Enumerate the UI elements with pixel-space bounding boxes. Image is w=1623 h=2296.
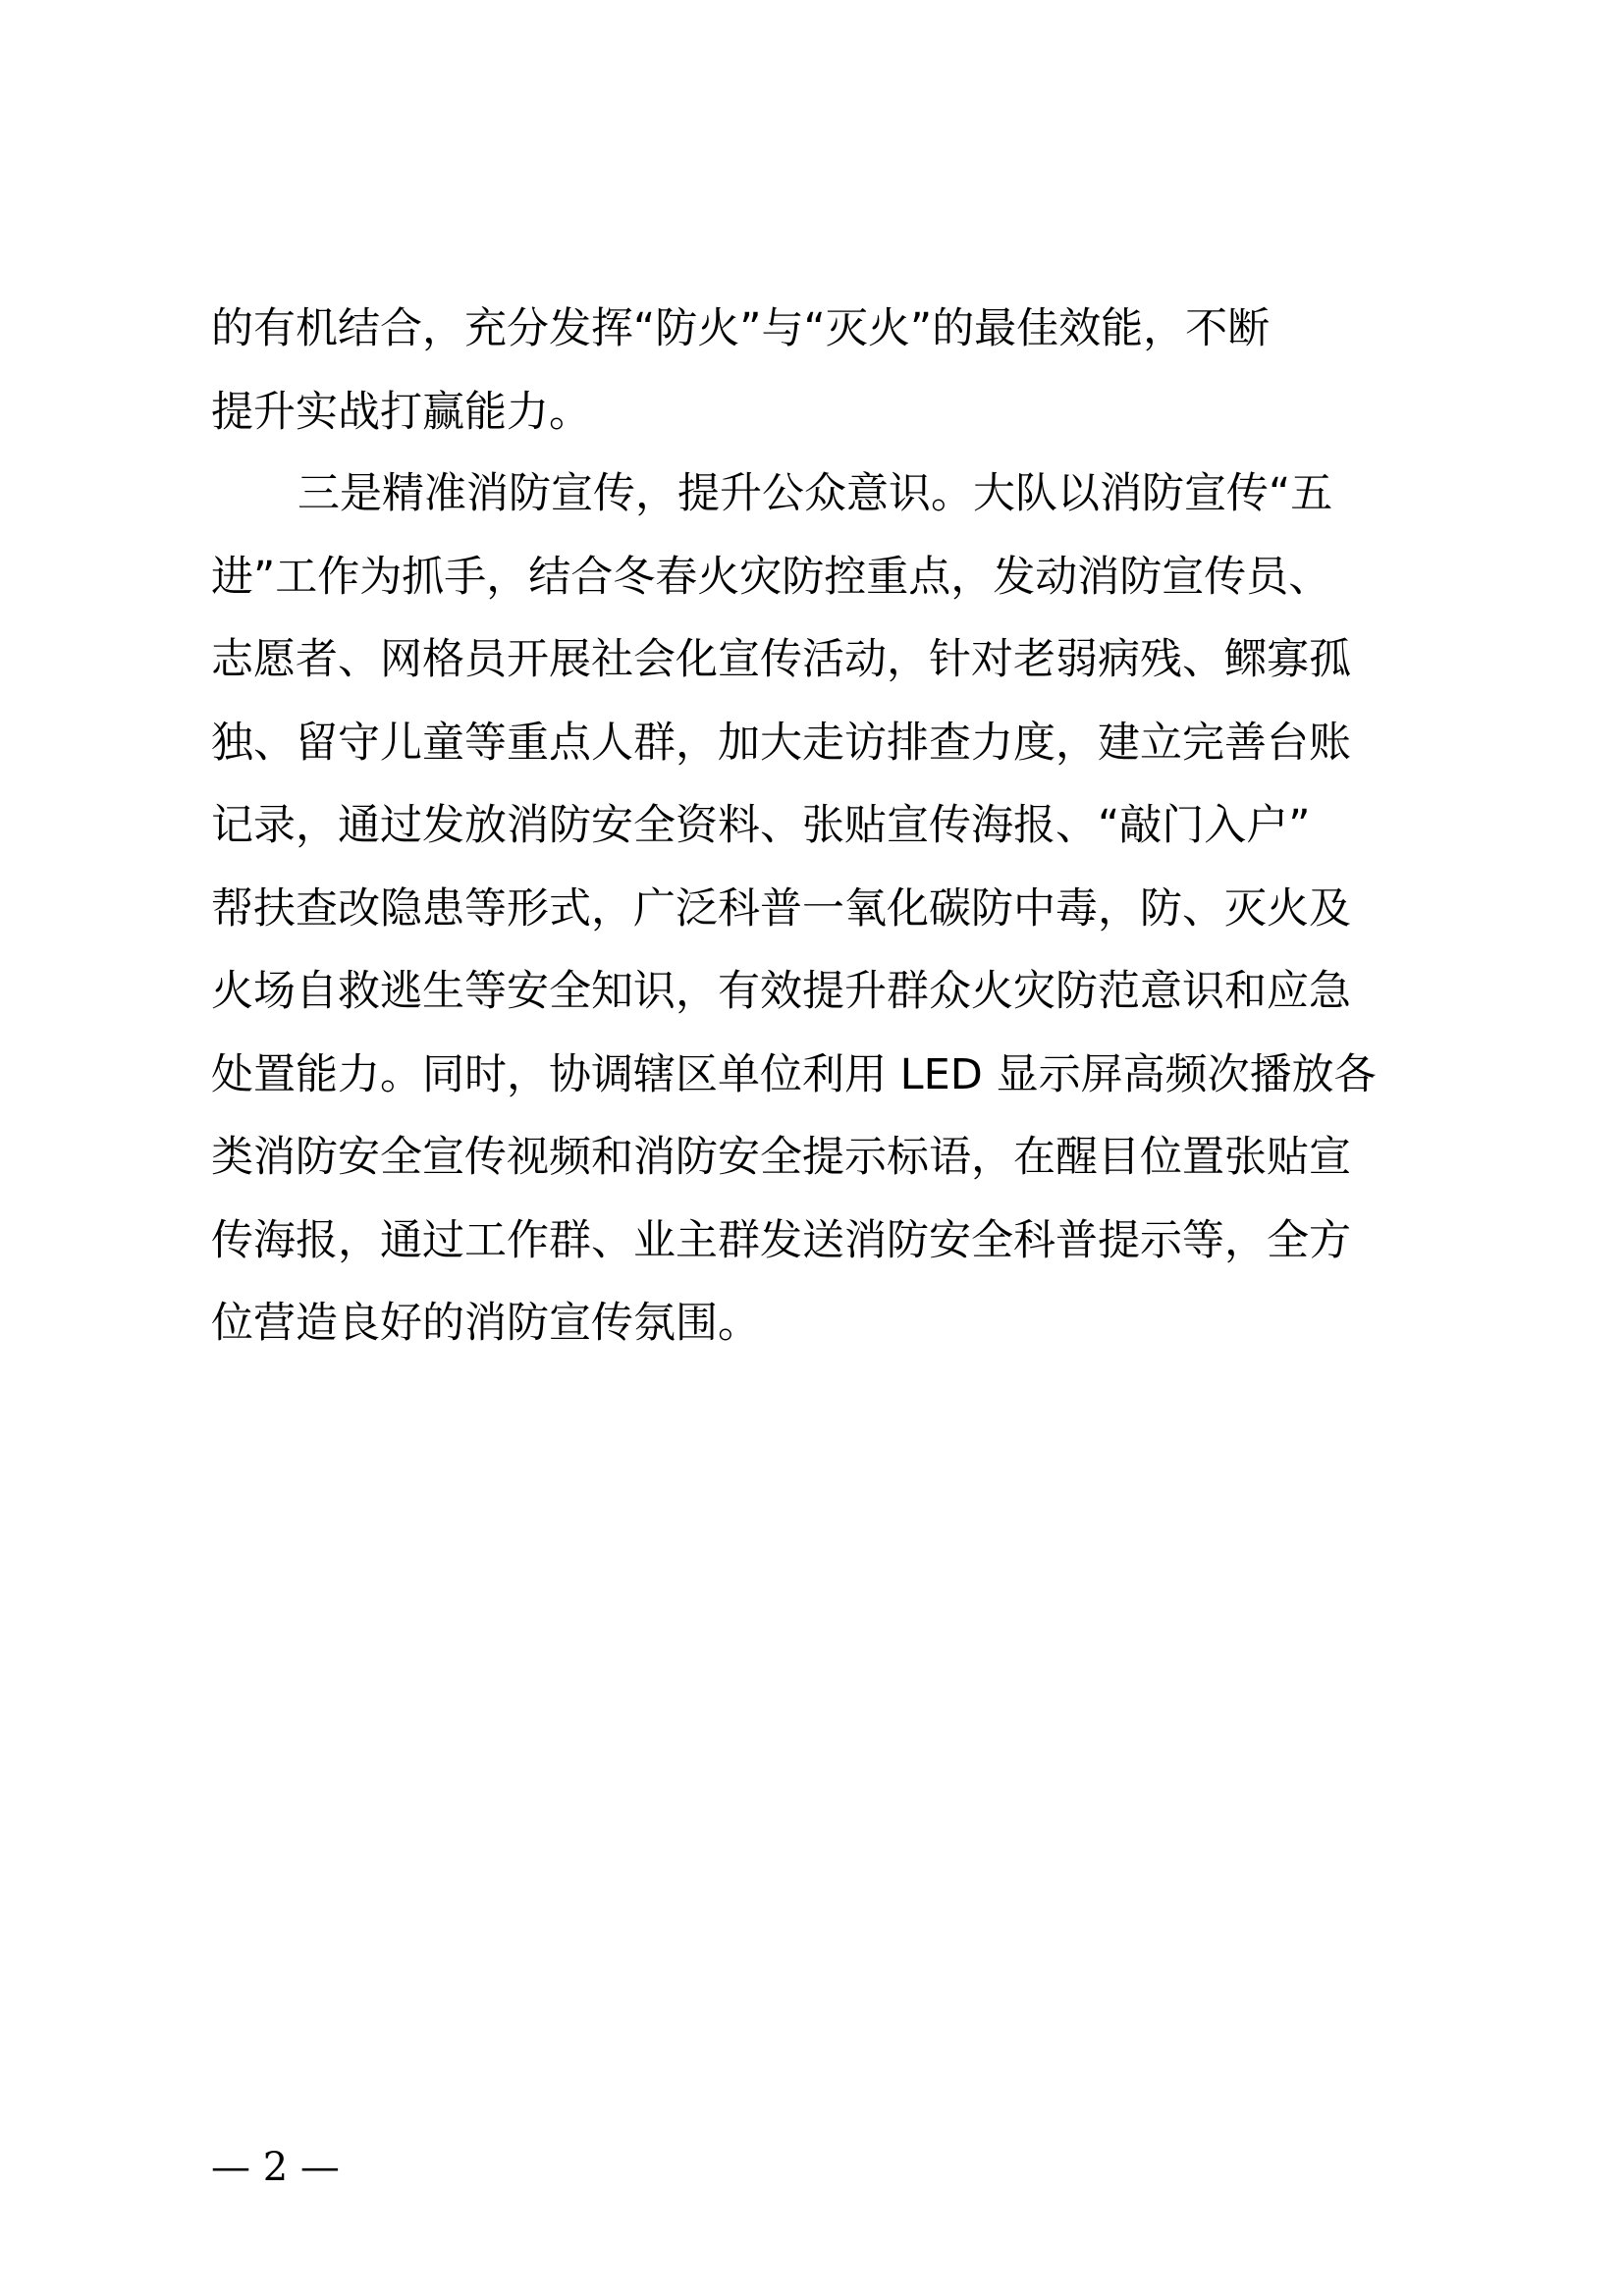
text-line: 提升实战打赢能力。 <box>211 388 591 437</box>
text-line: 志愿者、网格员开展社会化宣传活动，针对老弱病残、鳏寡孤 <box>211 635 1351 684</box>
text-line: 处置能力。同时，协调辖区单位利用 LED 显示屏高频次播放各 <box>211 1050 1377 1099</box>
text-line: 传海报，通过工作群、业主群发送消防安全科普提示等，全方 <box>211 1216 1351 1265</box>
text-line: 的有机结合，充分发挥“防火”与“灭火”的最佳效能，不断 <box>211 304 1271 353</box>
text-line: 三是精准消防宣传，提升公众意识。大队以消防宣传“五 <box>298 469 1333 518</box>
text-line: 类消防安全宣传视频和消防安全提示标语，在醒目位置张贴宣 <box>211 1133 1351 1182</box>
text-line: 帮扶查改隐患等形式，广泛科普一氧化碳防中毒，防、灭火及 <box>211 884 1351 934</box>
page-number: — 2 — <box>211 2145 340 2190</box>
text-line: 独、留守儿童等重点人群，加大走访排查力度，建立完善台账 <box>211 719 1351 768</box>
text-line: 记录，通过发放消防安全资料、张贴宣传海报、“敲门入户” <box>211 801 1311 850</box>
text-line: 进”工作为抓手，结合冬春火灾防控重点，发动消防宣传员、 <box>211 553 1331 602</box>
text-line: 位营造良好的消防宣传氛围。 <box>211 1299 760 1348</box>
text-line: 火场自救逃生等安全知识，有效提升群众火灾防范意识和应急 <box>211 967 1351 1016</box>
